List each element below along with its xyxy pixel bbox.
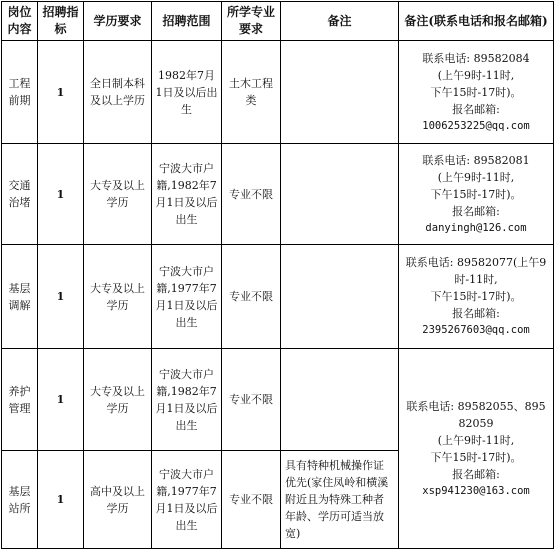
cell-major: 专业不限 xyxy=(222,349,281,451)
cell-education: 大专及以上学历 xyxy=(84,245,152,349)
cell-scope: 宁波大市户籍,1982年7月1日及以后出生 xyxy=(152,144,222,245)
header-note: 备注 xyxy=(281,2,399,41)
cell-position: 交通治堵 xyxy=(2,144,38,245)
contact-phone: 联系电话: 89582081 xyxy=(422,153,530,167)
cell-quota: 1 xyxy=(38,349,84,451)
contact-hours-pm: 下午15时-17时)。 xyxy=(430,85,522,99)
contact-hours-am: (上午9时-11时, xyxy=(437,433,515,447)
cell-education: 大专及以上学历 xyxy=(84,349,152,451)
cell-position: 工程前期 xyxy=(2,41,38,144)
contact-phone: 联系电话: 89582084 xyxy=(422,51,530,65)
contact-email-label: 报名邮箱: xyxy=(452,102,500,116)
cell-shared-contact xyxy=(399,349,554,549)
table-row xyxy=(2,349,554,451)
contact-hours-pm: 下午15时-17时)。 xyxy=(430,187,522,201)
contact-email: danyingh@126.com xyxy=(425,221,527,234)
cell-note xyxy=(281,41,399,144)
contact-email: 1006253225@qq.com xyxy=(422,119,530,132)
contact-email: xsp941230@163.com xyxy=(422,484,530,497)
cell-note: 具有特种机械操作证优先(家住凤岭和横溪附近且为特殊工种者年龄、学历可适当放宽) xyxy=(281,451,399,549)
cell-note xyxy=(281,349,399,451)
cell-major: 土木工程类 xyxy=(222,41,281,144)
cell-contact xyxy=(399,245,554,349)
cell-major: 专业不限 xyxy=(222,451,281,549)
contact-hours-pm: 下午15时-17时)。 xyxy=(430,450,522,464)
contact-phone: 联系电话: 89582055、89582059 xyxy=(406,399,546,430)
cell-education: 高中及以上学历 xyxy=(84,451,152,549)
header-contact: 备注(联系电话和报名邮箱) xyxy=(399,2,554,41)
table-row xyxy=(2,144,554,245)
cell-quota: 1 xyxy=(38,245,84,349)
header-quota: 招聘指标 xyxy=(38,2,84,41)
table-row xyxy=(2,41,554,144)
contact-hours-am: (上午9时-11时, xyxy=(437,170,515,184)
contact-email: 2395267603@qq.com xyxy=(422,324,530,336)
contact-hours-pm: 下午15时-17时)。 xyxy=(430,290,522,303)
contact-email-label: 报名邮箱: xyxy=(452,467,500,481)
cell-quota: 1 xyxy=(38,41,84,144)
cell-position: 基层调解 xyxy=(2,245,38,349)
cell-scope: 宁波大市户籍,1977年7月1日及以后出生 xyxy=(152,245,222,349)
header-major: 所学专业要求 xyxy=(222,2,281,41)
cell-scope: 1982年7月1日及以后出生 xyxy=(152,41,222,144)
cell-major: 专业不限 xyxy=(222,144,281,245)
cell-scope: 宁波大市户籍,1982年7月1日及以后出生 xyxy=(152,349,222,451)
header-education: 学历要求 xyxy=(84,2,152,41)
header-position: 岗位内容 xyxy=(2,2,38,41)
cell-scope: 宁波大市户籍,1977年7月1日及以后出生 xyxy=(152,451,222,549)
cell-contact xyxy=(399,41,554,144)
table-row xyxy=(2,245,554,349)
cell-note xyxy=(281,245,399,349)
cell-education: 全日制本科及以上学历 xyxy=(84,41,152,144)
contact-email-label: 报名邮箱: xyxy=(452,204,500,218)
recruitment-table xyxy=(1,1,554,549)
cell-position: 养护管理 xyxy=(2,349,38,451)
header-row xyxy=(2,2,554,41)
header-scope: 招聘范围 xyxy=(152,2,222,41)
cell-note xyxy=(281,144,399,245)
cell-contact xyxy=(399,144,554,245)
cell-major: 专业不限 xyxy=(222,245,281,349)
contact-hours-am: (上午9时-11时, xyxy=(437,68,515,82)
contact-email-label: 报名邮箱: xyxy=(452,307,500,320)
contact-phone: 联系电话: 89582077(上午9时-11时, xyxy=(405,256,547,286)
cell-quota: 1 xyxy=(38,144,84,245)
cell-position: 基层站所 xyxy=(2,451,38,549)
cell-quota: 1 xyxy=(38,451,84,549)
cell-education: 大专及以上学历 xyxy=(84,144,152,245)
